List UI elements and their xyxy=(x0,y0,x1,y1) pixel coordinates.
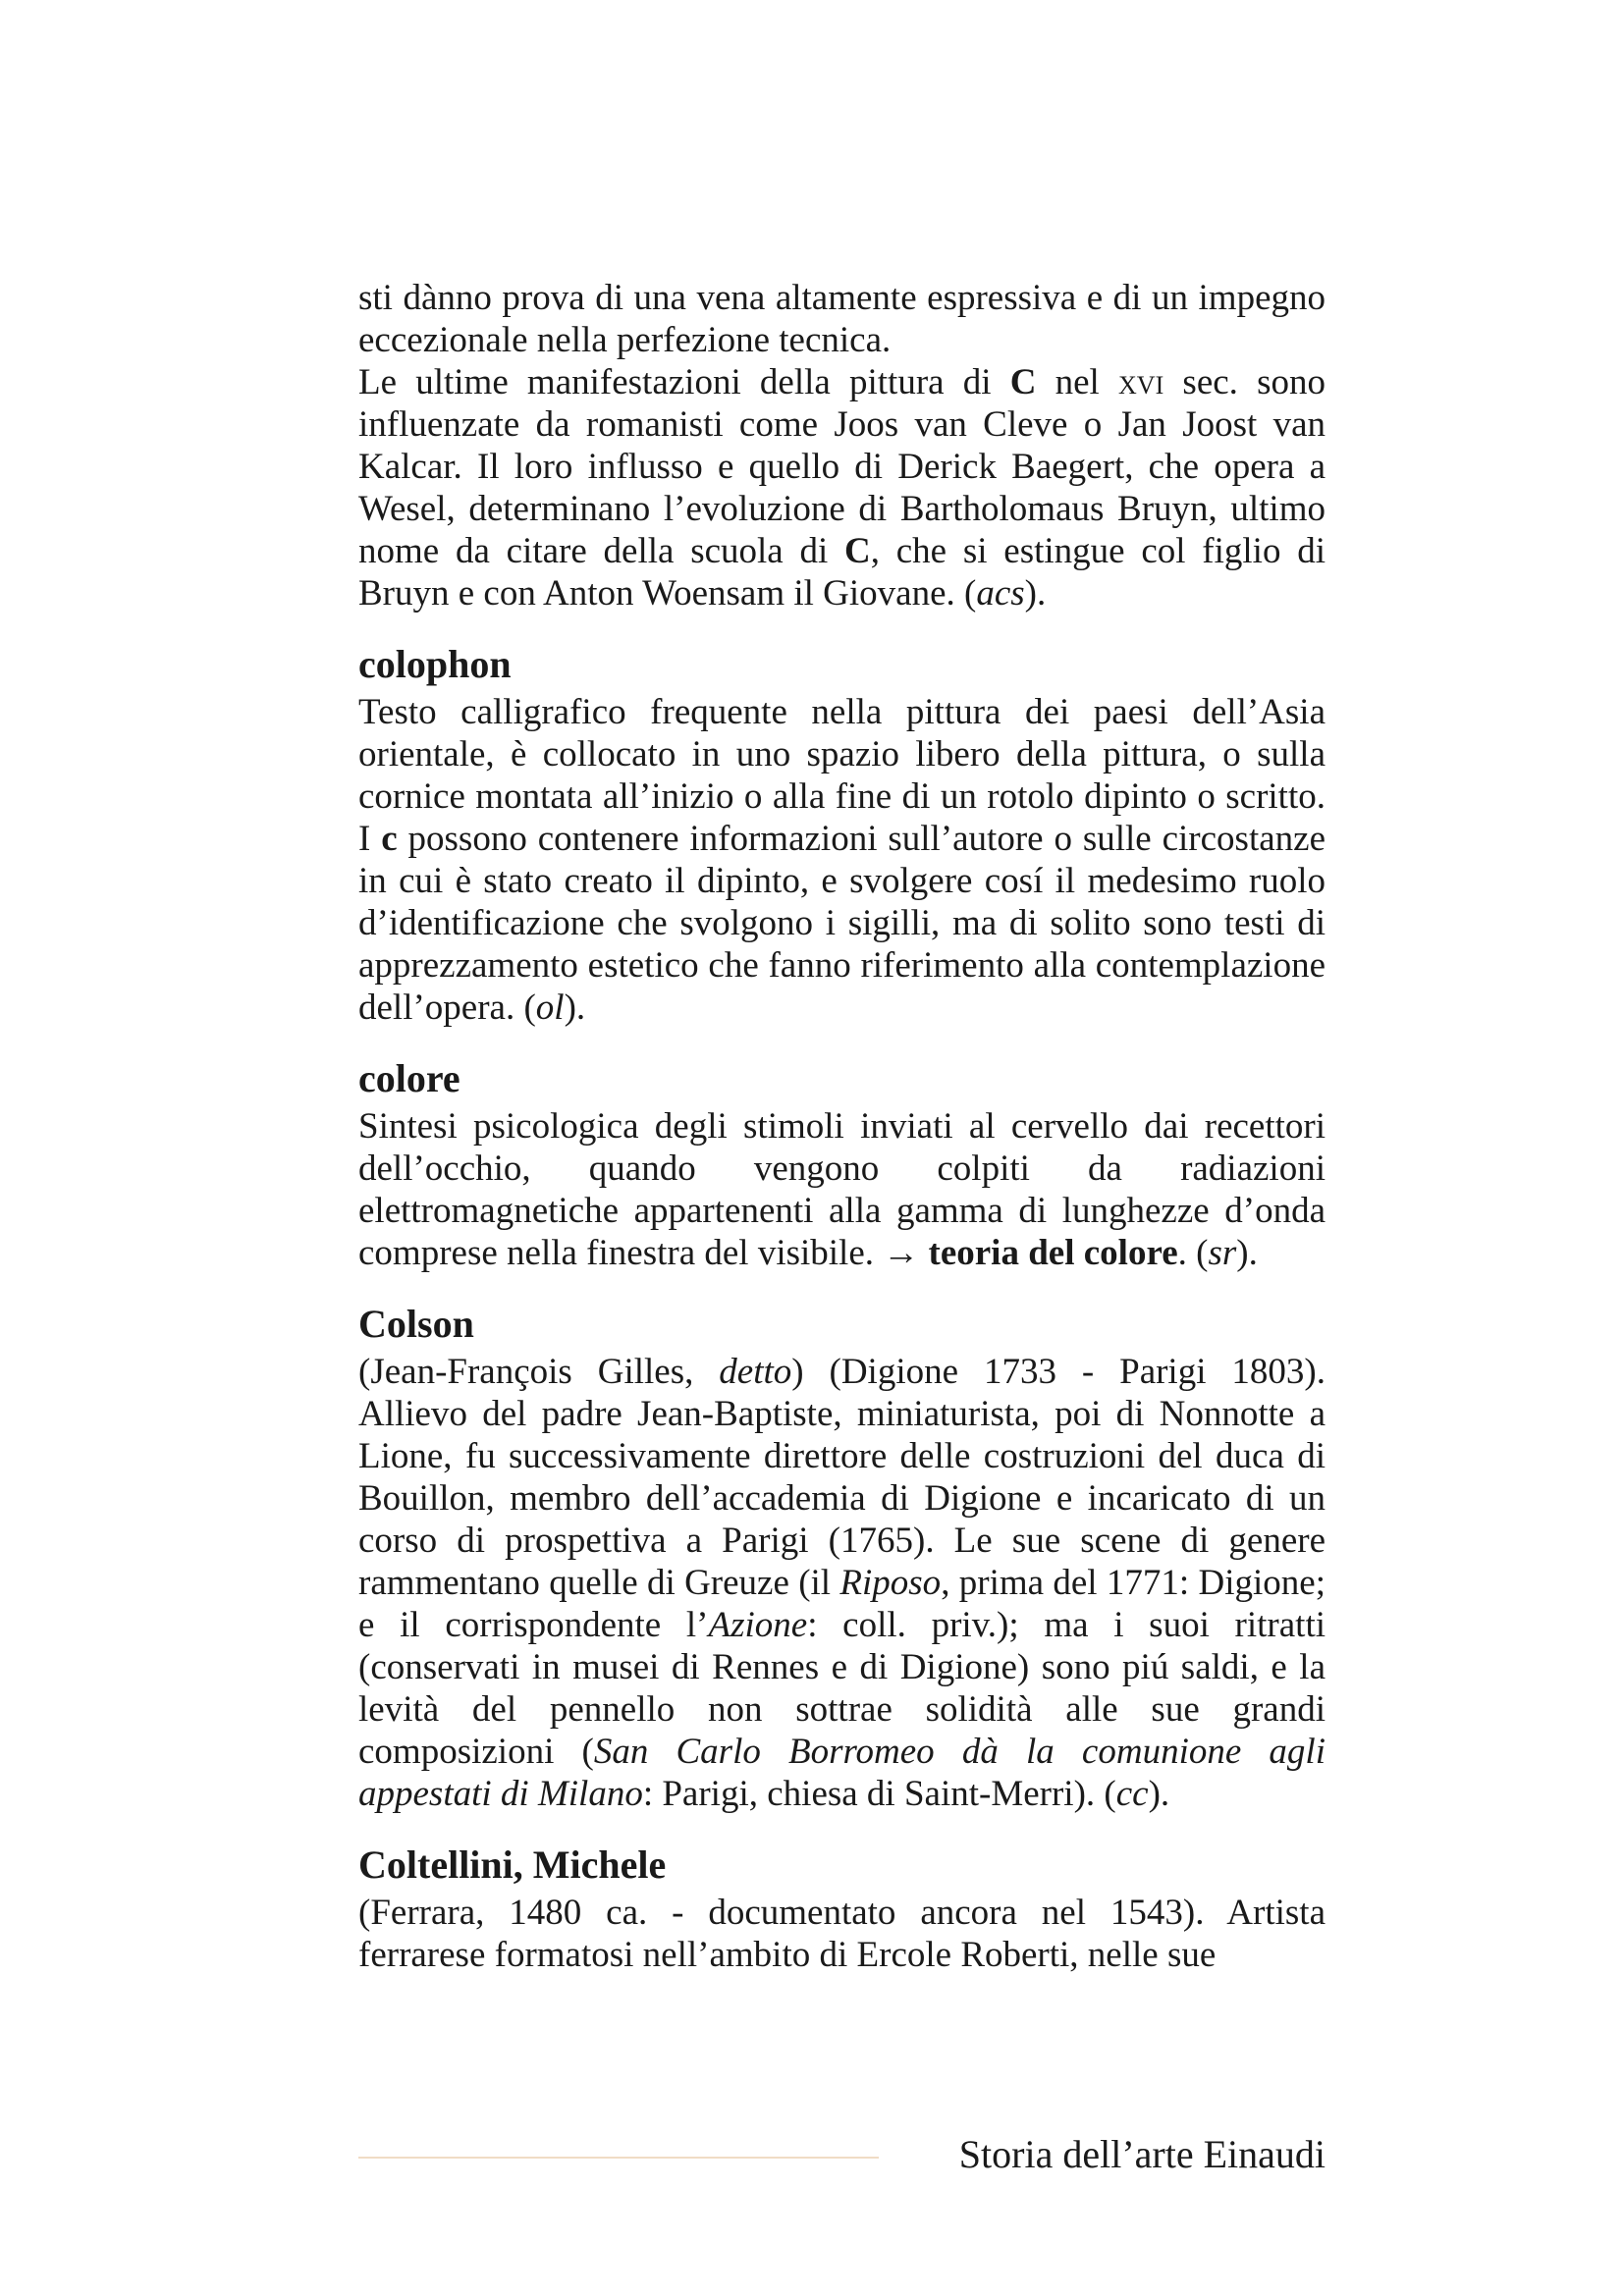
artwork-title: Riposo xyxy=(839,1563,942,1603)
entry-text: Sintesi psicologica degli stimoli inviati al cervello dai recettori dell’occhio, quando vengono colpiti da radiazioni elettromagnetiche appartenenti alla gamma di lunghezze d’onda comprese nella finestra del visibile. → teoria del colore. (sr). xyxy=(358,1106,1325,1273)
century-numeral: xvi xyxy=(1118,362,1164,402)
author-initials: cc xyxy=(1115,1774,1149,1814)
entry-text: (Jean-François Gilles, detto) (Digione 1733 - Parigi 1803). Allievo del padre Jean-Baptiste, miniaturista, poi di Nonnotte a Lione, fu successivamente direttore delle costruzioni del duca di Bouillon, membro dell’accademia di Digione e incaricato di un corso di prospettiva a Parigi (1765). Le sue scene di genere rammentano quelle di Greuze (il Riposo, prima del 1771: Digione; e il corrispondente l’Azione: coll. priv.); ma i suoi ritratti (conservati in musei di Rennes e di Digione) sono piú saldi, e la levità del pennello non sottrae solidità alle sue grandi composizioni (San Carlo Borromeo dà la comunione agli appestati di Milano: Parigi, chiesa di Saint-Merri). (cc). xyxy=(358,1352,1326,1814)
entry-heading: colore xyxy=(358,1056,460,1100)
cross-reference-link[interactable]: teoria del colore xyxy=(928,1233,1178,1273)
author-initials: acs xyxy=(976,573,1025,614)
footer-title: Storia dell’arte Einaudi xyxy=(958,2132,1325,2176)
footer-divider xyxy=(358,2157,879,2159)
entry-colson xyxy=(358,1302,1325,1815)
entry-heading: colophon xyxy=(358,642,512,686)
entry-colophon xyxy=(358,642,1325,1029)
entry-abbrev: C xyxy=(1009,362,1037,402)
author-initials: sr xyxy=(1208,1233,1237,1273)
entry-coltellini xyxy=(358,1842,1325,1976)
intro-paragraph-1: sti dànno prova di una vena altamente espressiva e di un impegno eccezionale nella perfezione tecnica. xyxy=(358,278,1325,360)
entry-abbrev: C xyxy=(844,531,871,571)
entry-text: (Ferrara, 1480 ca. - documentato ancora nel 1543). Artista ferrarese formatosi nell’ambito di Ercole Roberti, nelle sue xyxy=(358,1893,1325,1975)
entry-heading: Colson xyxy=(358,1302,474,1346)
page-body xyxy=(358,277,1325,1976)
cross-reference-arrow-icon: → xyxy=(883,1233,920,1273)
entry-text: Testo calligrafico frequente nella pittura dei paesi dell’Asia orientale, è collocato in uno spazio libero della pittura, o sulla cornice montata all’inizio o alla fine di un rotolo dipinto o scritto. I c possono contenere informazioni sull’autore o sulle circostanze in cui è stato creato il dipinto, e svolgere cosí il medesimo ruolo d’identificazione che svolgono i sigilli, ma di solito sono testi di apprezzamento estetico che fanno riferimento alla contemplazione dell’opera. (ol). xyxy=(358,692,1325,1028)
italic-term: detto xyxy=(719,1352,792,1392)
intro-paragraph-2: Le ultime manifestazioni della pittura di C nel xvi sec. sono influenzate da romanisti come Joos van Cleve o Jan Joost van Kalcar. Il loro influsso e quello di Derick Baegert, che opera a Wesel, determinano l’evoluzione di Bartholomaus Bruyn, ultimo nome da citare della scuola di C, che si estingue col figlio di Bruyn e con Anton Woensam il Giovane. (acs). xyxy=(358,362,1325,614)
artwork-title: Azione xyxy=(708,1605,808,1645)
artwork-title: San Carlo Borromeo dà la comunione agli appestati di Milano xyxy=(358,1732,1325,1814)
author-initials: ol xyxy=(535,988,565,1028)
entry-colore xyxy=(358,1056,1325,1274)
entry-abbrev: c xyxy=(381,819,398,859)
entry-heading: Coltellini, Michele xyxy=(358,1842,667,1887)
